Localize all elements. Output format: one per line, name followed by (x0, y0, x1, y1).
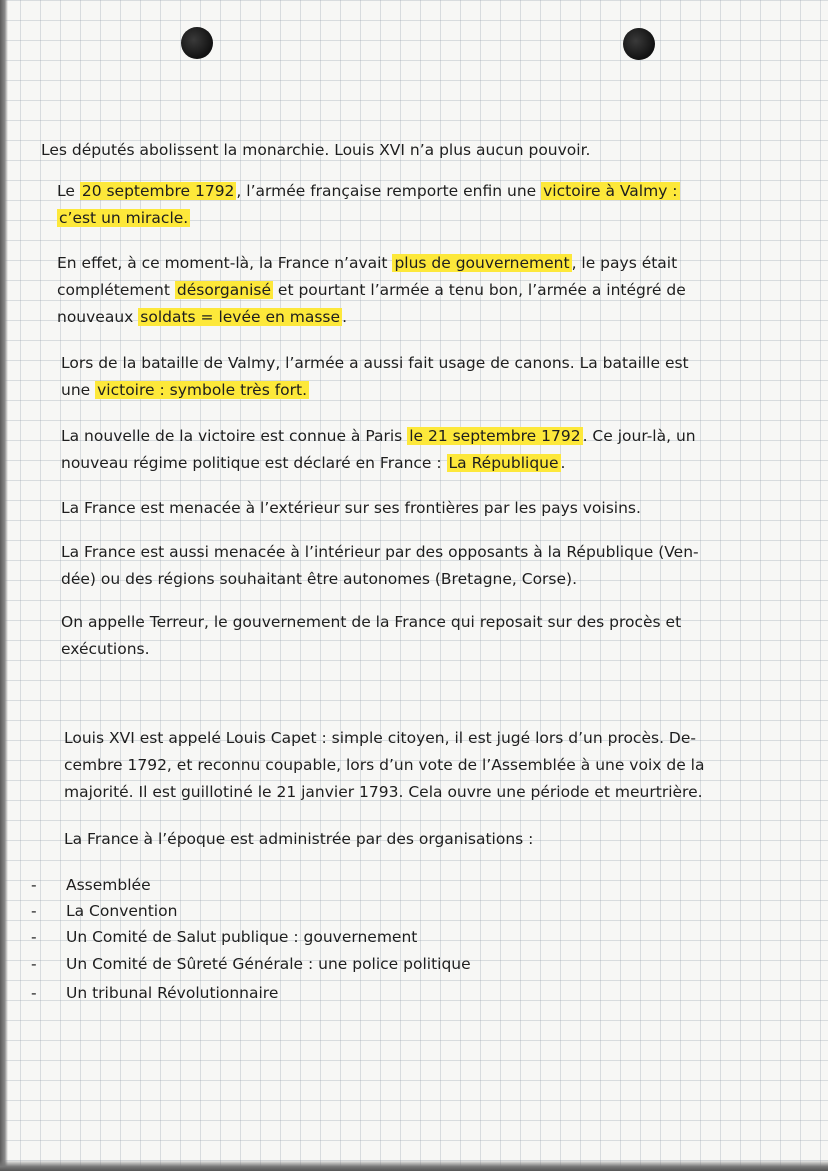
page-left-edge-shadow (0, 0, 8, 1171)
list-marker: - (31, 902, 37, 920)
list-item: Un tribunal Révolutionnaire (66, 984, 279, 1002)
highlight-miracle: c’est un miracle. (59, 209, 189, 227)
binder-hole-right (623, 28, 655, 60)
list-item: La Convention (66, 902, 178, 920)
binder-hole-left (181, 27, 213, 59)
highlight-desorganise: désorganisé (176, 281, 271, 299)
list-marker: - (31, 984, 37, 1002)
paragraph-republique: La nouvelle de la victoire est connue à Paris le 21 septembre 1792 . Ce jour-là, un nouveau régime politique est déclaré en France : La République . (61, 427, 696, 472)
highlight-date-21-septembre: le 21 septembre 1792 (409, 427, 581, 445)
paragraph-en-effet: En effet, à ce moment-là, la France n’avait plus de gouvernement , le pays était complétement désorganisé et pourtant l’armée a tenu bon, l’armée a intégré de nouveaux soldats = levée en masse . (57, 254, 686, 326)
paragraph-valmy: Le 20 septembre 1792 , l’armée française remporte enfin une victoire à Valmy : c’est un miracle. (57, 182, 678, 227)
paragraph-organisations: La France à l’époque est administrée par des organisations : (64, 830, 534, 848)
list-marker: - (31, 955, 37, 973)
highlight-date-20-septembre: 20 septembre 1792 (81, 182, 235, 200)
paragraph-monarchie: Les députés abolissent la monarchie. Louis XVI n’a plus aucun pouvoir. (41, 141, 591, 159)
list-marker: - (31, 876, 37, 894)
paragraph-menace-exterieur: La France est menacée à l’extérieur sur ses frontières par les pays voisins. (61, 499, 641, 517)
highlight-victoire-valmy: victoire à Valmy : (543, 182, 678, 200)
list-item: Assemblée (66, 876, 151, 894)
paragraph-louis-capet: Louis XVI est appelé Louis Capet : simple citoyen, il est jugé lors d’un procès. De- cembre 1792, et reconnu coupable, lors d’un vote de l’Assemblée à une voix de la majorité. Il est guillotiné le 21 janvier 1793. Cela ouvre une période et meurtrière. (64, 729, 705, 801)
list-item: Un Comité de Sûreté Générale : une police politique (66, 955, 471, 973)
paragraph-menace-interieur: La France est aussi menacée à l’intérieur par des opposants à la République (Ven- dée) ou des régions souhaitant être autonomes (Bretagne, Corse). (61, 543, 699, 588)
highlight-symbole: victoire : symbole très fort. (97, 381, 308, 399)
list-marker: - (31, 928, 37, 946)
paragraph-terreur: On appelle Terreur, le gouvernement de la France qui reposait sur des procès et exécutions. (61, 613, 682, 658)
highlight-la-republique: La République (448, 454, 559, 472)
page-bottom-edge-shadow (0, 1160, 828, 1171)
highlight-gouvernement: plus de gouvernement (394, 254, 570, 272)
paragraph-canons: Lors de la bataille de Valmy, l’armée a aussi fait usage de canons. La bataille est une victoire : symbole très fort. (61, 354, 689, 399)
highlight-levee-en-masse: soldats = levée en masse (140, 308, 341, 326)
list-item: Un Comité de Salut publique : gouvernement (66, 928, 418, 946)
